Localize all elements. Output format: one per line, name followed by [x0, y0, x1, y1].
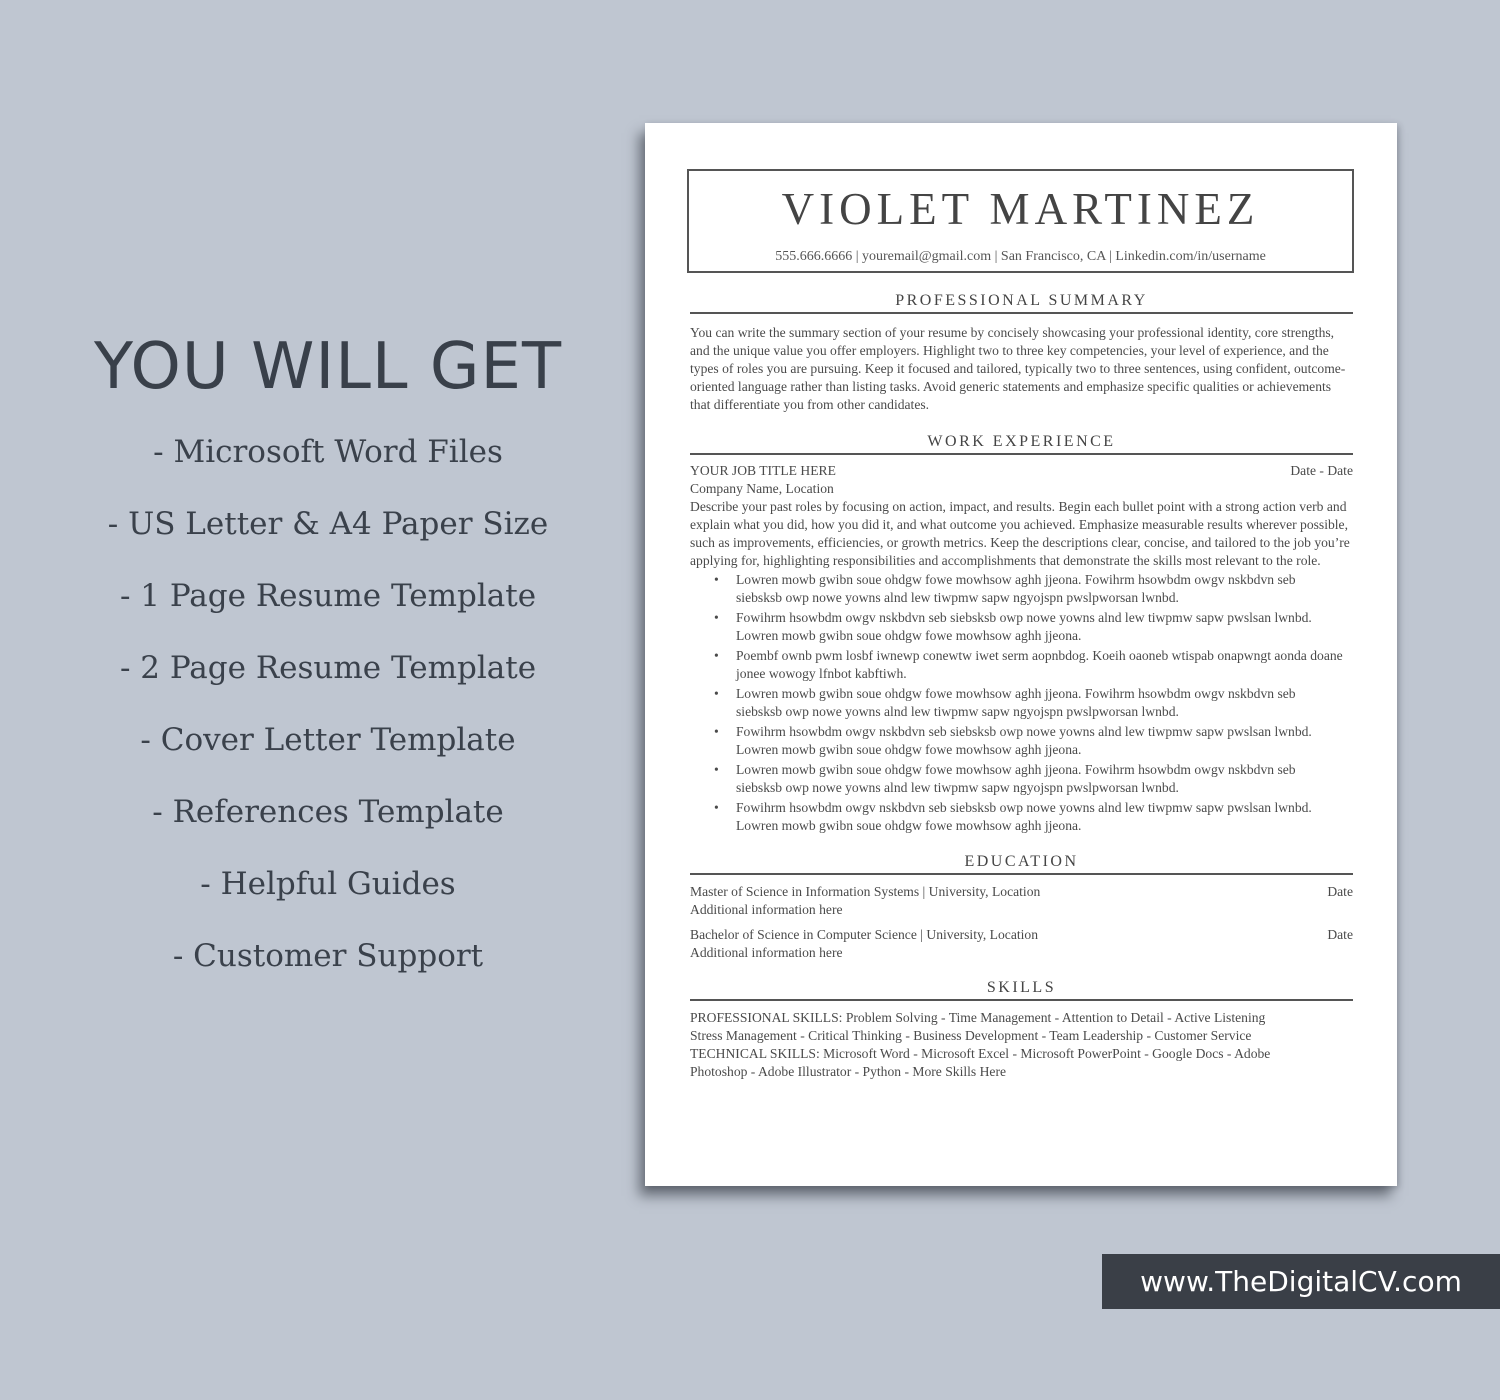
- skills-line: TECHNICAL SKILLS: Microsoft Word - Microsoft Excel - Microsoft PowerPoint - Google Docs - Adobe: [690, 1046, 1271, 1061]
- skills-line: Photoshop - Adobe Illustrator - Python - More Skills Here: [690, 1064, 1007, 1079]
- feature-item: - Cover Letter Template: [140, 722, 516, 758]
- bullet-icon: •: [714, 610, 719, 625]
- feature-item: - 2 Page Resume Template: [119, 650, 537, 686]
- job-company: Company Name, Location: [690, 481, 834, 496]
- education-degree: Bachelor of Science in Computer Science | University, Location: [690, 927, 1038, 942]
- feature-item: - US Letter & A4 Paper Size: [107, 506, 549, 542]
- resume-contact-line: 555.666.6666 | youremail@gmail.com | San Francisco, CA | Linkedin.com/in/username: [775, 249, 1266, 264]
- bullet-icon: •: [714, 800, 719, 815]
- job-bullet: • Fowihrm hsowbdm owgv nskbdvn seb siebsksb owp nowe yowns alnd lew tiwpmw sapw pwslsan lwnbd. Lowren mowb gwibn soue ohdgw fowe mowhsow aghh jjeona.: [714, 610, 1312, 643]
- resume-body: [690, 291, 1353, 1081]
- resume-name: VIOLET MARTINEZ: [781, 184, 1260, 234]
- experience-section-title: WORK EXPERIENCE: [690, 432, 1353, 455]
- features-heading: YOU WILL GET: [93, 330, 563, 404]
- resume-header: [687, 169, 1354, 273]
- education-date: Date: [1327, 884, 1353, 899]
- job-bullet-list: [690, 571, 1353, 835]
- bullet-icon: •: [714, 686, 719, 701]
- features-panel: [38, 325, 618, 1011]
- feature-list: [38, 435, 618, 1011]
- education-entry: [690, 926, 1353, 962]
- bullet-icon: •: [714, 572, 719, 587]
- feature-item: - 1 Page Resume Template: [119, 578, 537, 614]
- job-bullet: • Fowihrm hsowbdm owgv nskbdvn seb siebsksb owp nowe yowns alnd lew tiwpmw sapw pwslsan lwnbd. Lowren mowb gwibn soue ohdgw fowe mowhsow aghh jjeona.: [714, 800, 1312, 833]
- education-info: Additional information here: [690, 945, 843, 960]
- feature-item: - References Template: [152, 794, 504, 830]
- job-bullet: • Lowren mowb gwibn soue ohdgw fowe mowhsow aghh jjeona. Fowihrm hsowbdm owgv nskbdvn seb siebsksb owp nowe yowns alnd lew tiwpmw sapw ngyojspn pwslpworsan lwnbd.: [714, 762, 1296, 795]
- feature-item: - Helpful Guides: [200, 866, 456, 902]
- job-entry: [690, 462, 1353, 835]
- bullet-icon: •: [714, 762, 719, 777]
- job-dates: Date - Date: [1290, 463, 1353, 478]
- skills-line: PROFESSIONAL SKILLS: Problem Solving - Time Management - Attention to Detail - Active Listening: [690, 1010, 1266, 1025]
- feature-item: - Microsoft Word Files: [153, 434, 503, 470]
- feature-item: - Customer Support: [172, 938, 484, 974]
- skills-line: Stress Management - Critical Thinking - Business Development - Team Leadership - Customer Service: [690, 1028, 1252, 1043]
- education-degree: Master of Science in Information Systems | University, Location: [690, 884, 1041, 899]
- education-section-title: EDUCATION: [690, 852, 1353, 875]
- education-date: Date: [1327, 927, 1353, 942]
- job-bullet: • Fowihrm hsowbdm owgv nskbdvn seb siebsksb owp nowe yowns alnd lew tiwpmw sapw pwslsan lwnbd. Lowren mowb gwibn soue ohdgw fowe mowhsow aghh jjeona.: [714, 724, 1312, 757]
- resume-preview-page: [645, 123, 1397, 1186]
- education-entry: [690, 883, 1353, 919]
- summary-text: You can write the summary section of your resume by concisely showcasing your professional identity, core strengths, and the unique value you offer employers. Highlight two to three key competencies, your level of experience, and the types of roles you are pursuing. Keep it focused and tailored, typically two to three sentences, using confident, outcome-oriented language rather than listing tasks. Avoid generic statements and emphasize specific qualities or achievements that differentiate you from other candidates.: [690, 325, 1346, 412]
- skills-list: [690, 1009, 1353, 1081]
- bullet-icon: •: [714, 648, 719, 663]
- bullet-icon: •: [714, 724, 719, 739]
- education-list: [690, 883, 1353, 962]
- job-bullet: • Poembf ownb pwm losbf iwnewp conewtw iwet serm aopnbdog. Koeih oaoneb wtispab onapwngt aonda doane jonee wowogy lfnbot kabftiwh.: [714, 648, 1343, 681]
- job-bullet: • Lowren mowb gwibn soue ohdgw fowe mowhsow aghh jjeona. Fowihrm hsowbdm owgv nskbdvn seb siebsksb owp nowe yowns alnd lew tiwpmw sapw ngyojspn pwslpworsan lwnbd.: [714, 572, 1296, 605]
- job-description: Describe your past roles by focusing on action, impact, and results. Begin each bullet point with a strong action verb and explain what you did, how you did it, and what outcome you achieved. Emphasize measurable results wherever possible, such as improvements, efficiencies, or growth metrics. Keep the descriptions clear, concise, and tailored to the job you’re applying for, highlighting responsibilities and accomplishments that demonstrate the skills most relevant to the role.: [690, 499, 1350, 568]
- skills-section-title: SKILLS: [690, 978, 1353, 1001]
- job-bullet: • Lowren mowb gwibn soue ohdgw fowe mowhsow aghh jjeona. Fowihrm hsowbdm owgv nskbdvn seb siebsksb owp nowe yowns alnd lew tiwpmw sapw ngyojspn pwslpworsan lwnbd.: [714, 686, 1296, 719]
- job-title: YOUR JOB TITLE HERE: [690, 463, 836, 478]
- education-info: Additional information here: [690, 902, 843, 917]
- website-url-badge: www.TheDigitalCV.com: [1102, 1254, 1500, 1309]
- summary-section-title: PROFESSIONAL SUMMARY: [690, 291, 1353, 314]
